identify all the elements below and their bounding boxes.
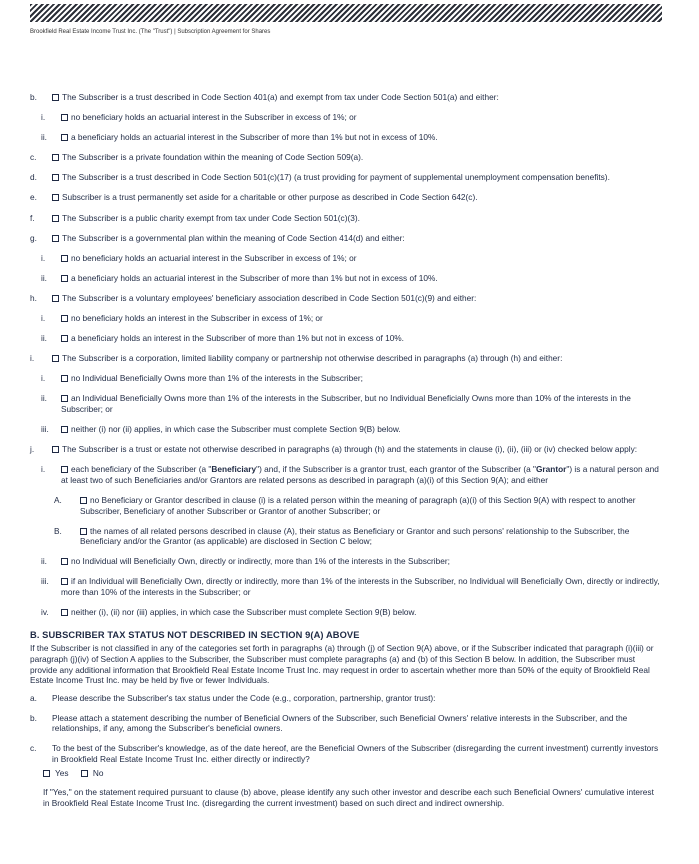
item-text: no Individual will Beneficially Own, directly or indirectly, more than 1% of the interests in the Subscriber; (71, 556, 450, 567)
item-checkbox[interactable] (80, 497, 87, 504)
item-label: b. (30, 92, 37, 102)
no-checkbox[interactable] (81, 770, 88, 777)
checkbox-item (30, 495, 662, 516)
yes-no-options (30, 768, 662, 779)
item-checkbox[interactable] (80, 528, 87, 535)
checkbox-item (30, 233, 662, 244)
item-label: ii. (41, 556, 47, 567)
checkbox-item (30, 464, 662, 485)
item-label: i. (41, 373, 46, 384)
checkbox-item (30, 253, 662, 264)
item-text: Subscriber is a trust permanently set aside for a charitable or other purpose as described in Code Section 642(c). (62, 192, 478, 203)
checkbox-item (30, 424, 662, 435)
section-b-intro: If the Subscriber is not classified in any of the categories set forth in paragraphs (a) through (j) of Section 9(A) above, or if the Subscriber indicated that paragraph (i)(iii) or paragraph (j)(iv) of Section A applies to the Subscriber, the Subscriber must complete paragraphs (a) and (b) of this Section B below. In addition, the Subscriber must provide any additional information that Brookfield Real Estate Income Trust Inc. may request in order to ascertain whether more than 50% of the equity of Brookfield Real Estate Income Trust Inc. may be held by five or fewer Individuals. (30, 643, 654, 686)
item-checkbox[interactable] (52, 235, 59, 242)
item-label: ii. (41, 333, 47, 344)
item-label: i. (41, 464, 46, 475)
item-label: d. (30, 172, 37, 183)
item-checkbox[interactable] (61, 275, 68, 282)
item-label: iii. (41, 424, 49, 435)
item-text: Please describe the Subscriber's tax status under the Code (e.g., corporation, partnership, grantor trust): (52, 692, 436, 703)
item-text: no beneficiary holds an actuarial interest in the Subscriber in excess of 1%; or (71, 252, 357, 263)
item-checkbox[interactable] (52, 194, 59, 201)
checkbox-item (30, 172, 662, 183)
item-text: Please attach a statement describing the number of Beneficial Owners of the Subscriber, such Beneficial Owners' relative interests in the Subscriber, and the relationships, if any, among the Subscriber's beneficial owners. (52, 712, 628, 734)
checkbox-item (30, 293, 662, 304)
item-text: a beneficiary holds an actuarial interest in the Subscriber of more than 1% but not in excess of 10%. (71, 272, 438, 283)
item-label: g. (30, 232, 37, 243)
no-option[interactable] (81, 768, 109, 778)
item-text: The Subscriber is a voluntary employees' beneficiary association described in Code Section 501(c)(9) and either: (62, 292, 477, 303)
item-checkbox[interactable] (52, 215, 59, 222)
item-text: if an Individual will Beneficially Own, directly or indirectly, more than 1% of the interests in the Subscriber, no Individual will Beneficially Own, directly or indirectly, more than 10% of the interests in the Subscriber; or (61, 576, 660, 598)
item-text: no Beneficiary or Grantor described in clause (i) is a related person within the meaning of paragraph (a)(i) of this Section 9(A) with respect to another Subscriber, Beneficiary of another Subscriber or Grantor of another Subscriber; or (80, 494, 636, 516)
item-checkbox[interactable] (61, 558, 68, 565)
item-text: The Subscriber is a trust or estate not otherwise described in paragraphs (a) through (h) and the statements in clause (i), (ii), (iii) or (iv) checked below apply: (62, 444, 638, 455)
item-text: no Individual Beneficially Owns more than 1% of the interests in the Subscriber; (71, 373, 363, 384)
item-checkbox[interactable] (61, 335, 68, 342)
checkbox-item (30, 152, 662, 163)
checkbox-item (30, 132, 662, 143)
yes-checkbox[interactable] (43, 770, 50, 777)
item-text: The Subscriber is a public charity exempt from tax under Code Section 501(c)(3). (62, 212, 360, 223)
item-label: i. (41, 112, 46, 123)
item-text: The Subscriber is a governmental plan within the meaning of Code Section 414(d) and either: (62, 232, 405, 243)
item-text: The Subscriber is a trust described in Code Section 401(a) and exempt from tax under Code Section 501(a) and either: (62, 92, 499, 102)
item-label: i. (41, 313, 46, 324)
item-label: B. (54, 525, 62, 536)
defined-term: Grantor (535, 464, 567, 475)
item-text: neither (i) nor (ii) applies, in which case the Subscriber must complete Section 9(B) below. (71, 424, 401, 435)
item-checkbox[interactable] (61, 114, 68, 121)
section-b-item-a (30, 693, 662, 704)
item-checkbox[interactable] (61, 395, 68, 402)
item-checkbox[interactable] (61, 426, 68, 433)
checkbox-item (30, 576, 662, 597)
checkbox-item (30, 373, 662, 384)
item-checkbox[interactable] (52, 94, 59, 101)
yes-option[interactable] (43, 768, 74, 778)
checkbox-item (30, 393, 662, 414)
checkbox-item (30, 444, 662, 455)
defined-term: Beneficiary (211, 464, 257, 475)
item-text: a beneficiary holds an actuarial interest in the Subscriber of more than 1% but not in excess of 10%. (71, 132, 438, 143)
document-header: Brookfield Real Estate Income Trust Inc. (The "Trust") | Subscription Agreement for Shares (30, 29, 271, 35)
document-body (30, 92, 662, 808)
item-label: ii. (41, 393, 47, 404)
section-b-note: If "Yes," on the statement required pursuant to clause (b) above, please identify any such other investor and describe each such Beneficial Owners' cumulative interest in Brookfield Real Estate Income Trust Inc. (disregarding the current investment) based on such direct and indirect ownership. (43, 787, 654, 808)
item-checkbox[interactable] (61, 134, 68, 141)
item-text: the names of all related persons described in clause (A), their status as Beneficiary or Grantor and such persons' relationship to the Subscriber, the Beneficiary and/or the Grantor (as applicable) are disclosed in Section C below; (80, 525, 630, 547)
item-text (61, 464, 659, 485)
checkbox-item (30, 192, 662, 203)
item-label: b. (30, 712, 37, 723)
item-text: The Subscriber is a corporation, limited liability company or partnership not otherwise described in paragraphs (a) through (h) and either: (62, 353, 563, 364)
section-b-title: B. SUBSCRIBER TAX STATUS NOT DESCRIBED IN SECTION 9(A) ABOVE (30, 629, 360, 640)
item-checkbox[interactable] (61, 609, 68, 616)
item-checkbox[interactable] (61, 466, 68, 473)
checkbox-item (30, 607, 662, 618)
item-text-part: each beneficiary of the Subscriber (a " (71, 464, 212, 475)
yes-label: Yes (55, 767, 69, 778)
section-a-items (30, 92, 662, 618)
item-text: neither (i), (ii) nor (iii) applies, in which case the Subscriber must complete Section 9(B) below. (71, 607, 417, 618)
checkbox-item (30, 556, 662, 567)
item-label: c. (30, 152, 37, 163)
item-text: To the best of the Subscriber's knowledge, as of the date hereof, are the Beneficial Owners of the Subscriber (disregarding the current investment) currently investors in Brookfield Real Estate Income Trust Inc. either directly or indirectly? (52, 743, 659, 765)
item-label: f. (30, 212, 35, 223)
checkbox-item (30, 313, 662, 324)
section-b-item-c (30, 743, 662, 764)
checkbox-item (30, 112, 662, 123)
checkbox-item (30, 333, 662, 344)
item-checkbox[interactable] (52, 355, 59, 362)
checkbox-item (30, 213, 662, 224)
item-label: h. (30, 292, 37, 303)
no-label: No (92, 767, 104, 778)
item-label: e. (30, 192, 37, 203)
item-text: an Individual Beneficially Owns more than 1% of the interests in the Subscriber, but no Individual Beneficially Owns more than 10% of the interests in the Subscriber; or (61, 393, 631, 414)
item-label: ii. (41, 132, 47, 143)
item-label: i. (30, 353, 35, 364)
item-checkbox[interactable] (52, 174, 59, 181)
item-label: iii. (41, 576, 49, 587)
item-checkbox[interactable] (61, 578, 68, 585)
item-text: no beneficiary holds an interest in the Subscriber in excess of 1%; or (71, 313, 323, 324)
item-checkbox[interactable] (52, 295, 59, 302)
item-label: j. (30, 444, 35, 455)
item-text: The Subscriber is a trust described in Code Section 501(c)(17) (a trust providing for payment of supplemental unemployment compensation benefits). (62, 172, 610, 183)
item-checkbox[interactable] (61, 255, 68, 262)
item-label: i. (41, 252, 46, 263)
checkbox-item (30, 353, 662, 364)
section-b-item-b (30, 713, 662, 734)
item-checkbox[interactable] (52, 446, 59, 453)
item-label: a. (30, 692, 37, 703)
item-label: A. (54, 494, 62, 505)
item-checkbox[interactable] (61, 375, 68, 382)
checkbox-item (30, 92, 662, 103)
item-label: ii. (41, 272, 47, 283)
item-text-part: ") is a natural person and at least two of such Beneficiaries and/or Grantors are related persons as described in paragraph (a)(i) of this Section 9(A); and either (61, 464, 659, 485)
header-hatch-bar (30, 4, 662, 22)
item-text-part: ") and, if the Subscriber is a grantor trust, each grantor of the Subscriber (a " (256, 464, 536, 475)
item-text: no beneficiary holds an actuarial interest in the Subscriber in excess of 1%; or (71, 112, 357, 123)
item-text: The Subscriber is a private foundation within the meaning of Code Section 509(a). (62, 152, 364, 163)
checkbox-item (30, 273, 662, 284)
item-label: iv. (41, 607, 49, 618)
item-text: a beneficiary holds an interest in the Subscriber of more than 1% but not in excess of 10%. (71, 333, 404, 344)
item-checkbox[interactable] (52, 154, 59, 161)
item-label: c. (30, 743, 37, 754)
item-checkbox[interactable] (61, 315, 68, 322)
checkbox-item (30, 526, 662, 547)
